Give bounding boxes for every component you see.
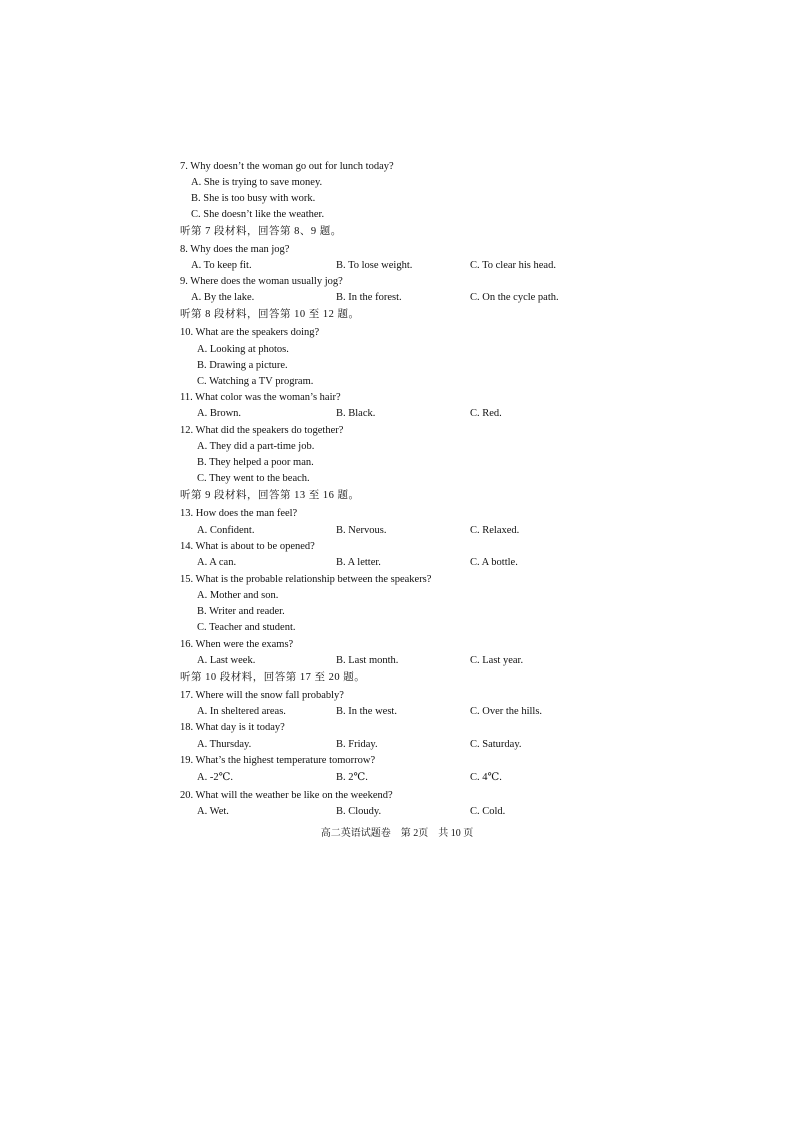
question-16: 16. When were the exams? xyxy=(180,639,294,650)
q9-option-a: A. By the lake. xyxy=(191,292,255,303)
section-heading-9: 听第 9 段材料，回答第 13 至 16 题。 xyxy=(180,490,360,501)
question-8: 8. Why does the man jog? xyxy=(180,244,290,255)
q18-option-c: C. Saturday. xyxy=(470,739,522,750)
q10-option-a: A. Looking at photos. xyxy=(197,344,289,355)
question-15: 15. What is the probable relationship between the speakers? xyxy=(180,574,432,585)
question-14: 14. What is about to be opened? xyxy=(180,541,315,552)
section-heading-8: 听第 8 段材料，回答第 10 至 12 题。 xyxy=(180,309,360,320)
q17-option-c: C. Over the hills. xyxy=(470,706,543,717)
q7-option-c: C. She doesn’t like the weather. xyxy=(191,209,325,220)
q9-option-b: B. In the forest. xyxy=(336,292,402,303)
q20-option-b: B. Cloudy. xyxy=(336,806,382,817)
section-heading-10: 听第 10 段材料，回答第 17 至 20 题。 xyxy=(180,672,366,683)
question-17: 17. Where will the snow fall probably? xyxy=(180,690,344,701)
q11-option-c: C. Red. xyxy=(470,408,502,419)
question-13: 13. How does the man feel? xyxy=(180,508,298,519)
q12-option-b: B. They helped a poor man. xyxy=(197,457,314,468)
q16-option-c: C. Last year. xyxy=(470,655,524,666)
q10-option-b: B. Drawing a picture. xyxy=(197,360,288,371)
q7-option-b: B. She is too busy with work. xyxy=(191,193,316,204)
q9-option-c: C. On the cycle path. xyxy=(470,292,559,303)
q15-option-a: A. Mother and son. xyxy=(197,590,279,601)
q14-option-b: B. A letter. xyxy=(336,557,381,568)
q16-option-a: A. Last week. xyxy=(197,655,256,666)
q15-option-c: C. Teacher and student. xyxy=(197,622,296,633)
q20-option-a: A. Wet. xyxy=(197,806,229,817)
q13-option-c: C. Relaxed. xyxy=(470,525,520,536)
q18-option-b: B. Friday. xyxy=(336,739,378,750)
q13-option-b: B. Nervous. xyxy=(336,525,387,536)
question-20: 20. What will the weather be like on the weekend? xyxy=(180,790,393,801)
question-19: 19. What’s the highest temperature tomorrow? xyxy=(180,755,376,766)
q13-option-a: A. Confident. xyxy=(197,525,255,536)
q12-option-c: C. They went to the beach. xyxy=(197,473,310,484)
q19-option-b: B. 2℃. xyxy=(336,772,368,783)
q20-option-c: C. Cold. xyxy=(470,806,506,817)
q8-option-b: B. To lose weight. xyxy=(336,260,413,271)
question-9: 9. Where does the woman usually jog? xyxy=(180,276,343,287)
q14-option-a: A. A can. xyxy=(197,557,237,568)
q12-option-a: A. They did a part-time job. xyxy=(197,441,315,452)
q8-option-c: C. To clear his head. xyxy=(470,260,556,271)
question-18: 18. What day is it today? xyxy=(180,722,285,733)
page-footer: 高二英语试题卷 第 2页 共 10 页 xyxy=(320,828,474,839)
q11-option-a: A. Brown. xyxy=(197,408,242,419)
section-heading-7: 听第 7 段材料，回答第 8、9 题。 xyxy=(180,226,342,237)
q15-option-b: B. Writer and reader. xyxy=(197,606,285,617)
question-7: 7. Why doesn’t the woman go out for lunch today? xyxy=(180,161,394,172)
q11-option-b: B. Black. xyxy=(336,408,376,419)
question-11: 11. What color was the woman’s hair? xyxy=(180,392,341,403)
q18-option-a: A. Thursday. xyxy=(197,739,252,750)
question-10: 10. What are the speakers doing? xyxy=(180,327,320,338)
q19-option-c: C. 4℃. xyxy=(470,772,502,783)
q8-option-a: A. To keep fit. xyxy=(191,260,252,271)
question-12: 12. What did the speakers do together? xyxy=(180,425,344,436)
q14-option-c: C. A bottle. xyxy=(470,557,518,568)
q7-option-a: A. She is trying to save money. xyxy=(191,177,323,188)
q16-option-b: B. Last month. xyxy=(336,655,399,666)
q10-option-c: C. Watching a TV program. xyxy=(197,376,314,387)
q17-option-a: A. In sheltered areas. xyxy=(197,706,286,717)
q19-option-a: A. -2℃. xyxy=(197,772,233,783)
q17-option-b: B. In the west. xyxy=(336,706,397,717)
